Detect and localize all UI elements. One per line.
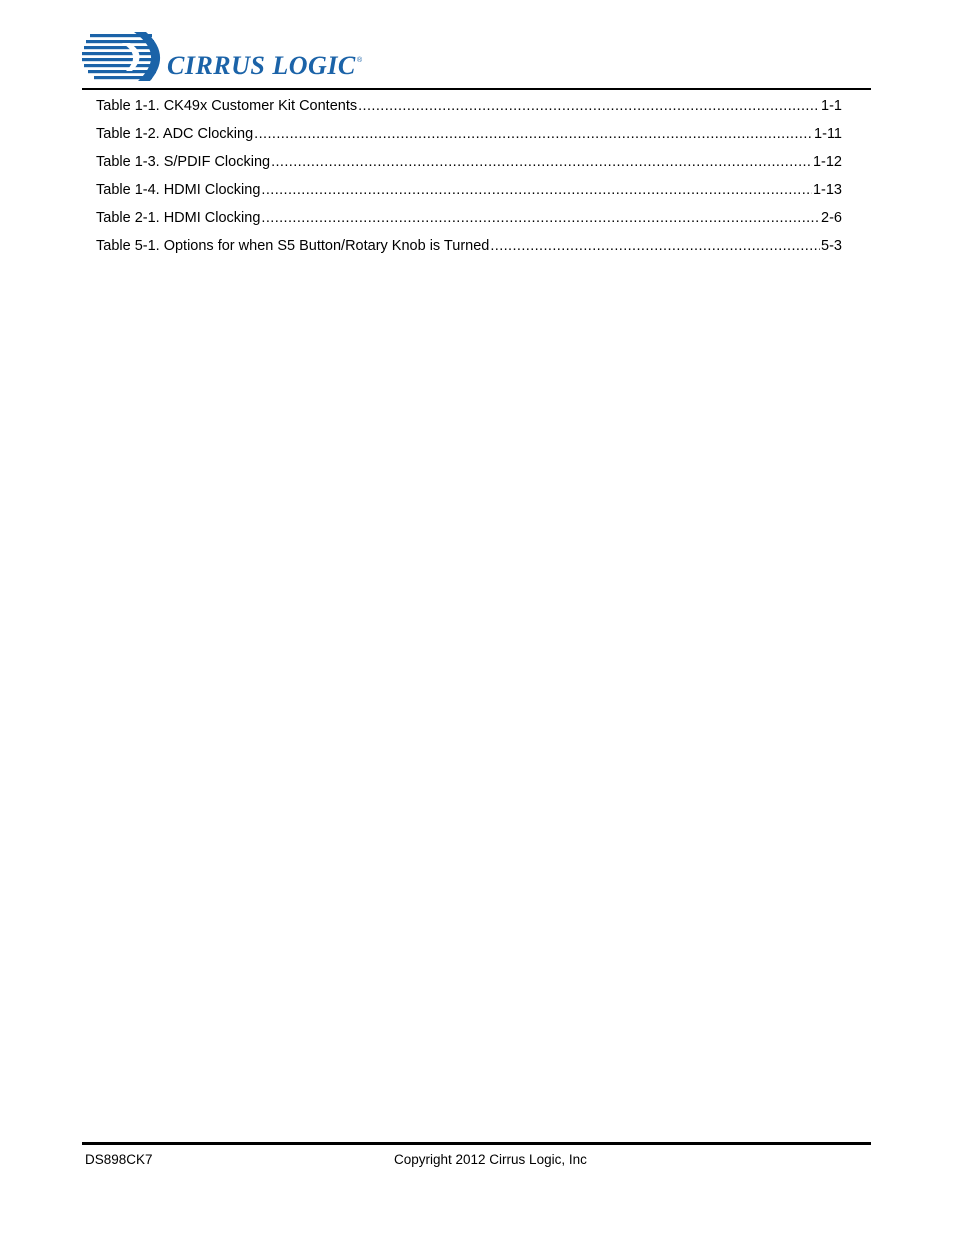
- dot-leader: [490, 236, 820, 256]
- toc-entry-title: Table 1-3. S/PDIF Clocking: [96, 154, 271, 170]
- list-of-tables: [96, 96, 842, 264]
- dot-leader: [254, 124, 813, 144]
- toc-entry-title: Table 2-1. HDMI Clocking: [96, 210, 261, 226]
- toc-entry-page: 1-11: [814, 126, 842, 142]
- document-id: DS898CK7: [85, 1152, 153, 1167]
- dot-leader: [271, 152, 812, 172]
- toc-entry[interactable]: [96, 124, 842, 152]
- toc-entry-page: 2-6: [821, 210, 842, 226]
- toc-entry[interactable]: [96, 180, 842, 208]
- toc-entry-page: 1-12: [812, 154, 842, 170]
- toc-entry-page: 1-1: [821, 98, 842, 114]
- dot-leader: [358, 96, 820, 116]
- footer-rule: [82, 1142, 871, 1145]
- dot-leader: [261, 180, 812, 200]
- toc-entry-title: Table 1-2. ADC Clocking: [96, 126, 254, 142]
- cirrus-logo-swoosh-icon: [82, 31, 166, 83]
- toc-entry[interactable]: [96, 236, 842, 264]
- toc-entry-title: Table 1-4. HDMI Clocking: [96, 182, 261, 198]
- toc-entry[interactable]: [96, 152, 842, 180]
- toc-entry[interactable]: [96, 208, 842, 236]
- toc-entry-page: 5-3: [821, 238, 842, 254]
- toc-entry[interactable]: [96, 96, 842, 124]
- dot-leader: [261, 208, 820, 228]
- cirrus-logic-logo: [82, 31, 372, 83]
- toc-entry-title: Table 1-1. CK49x Customer Kit Contents: [96, 98, 358, 114]
- toc-entry-page: 1-13: [812, 182, 842, 198]
- toc-entry-title: Table 5-1. Options for when S5 Button/Rotary Knob is Turned: [96, 238, 490, 254]
- copyright-notice: Copyright 2012 Cirrus Logic, Inc: [394, 1152, 587, 1167]
- header-rule: [82, 88, 871, 90]
- logo-wordmark: CIRRUS LOGIC: [167, 51, 356, 80]
- registered-mark: ®: [357, 57, 363, 64]
